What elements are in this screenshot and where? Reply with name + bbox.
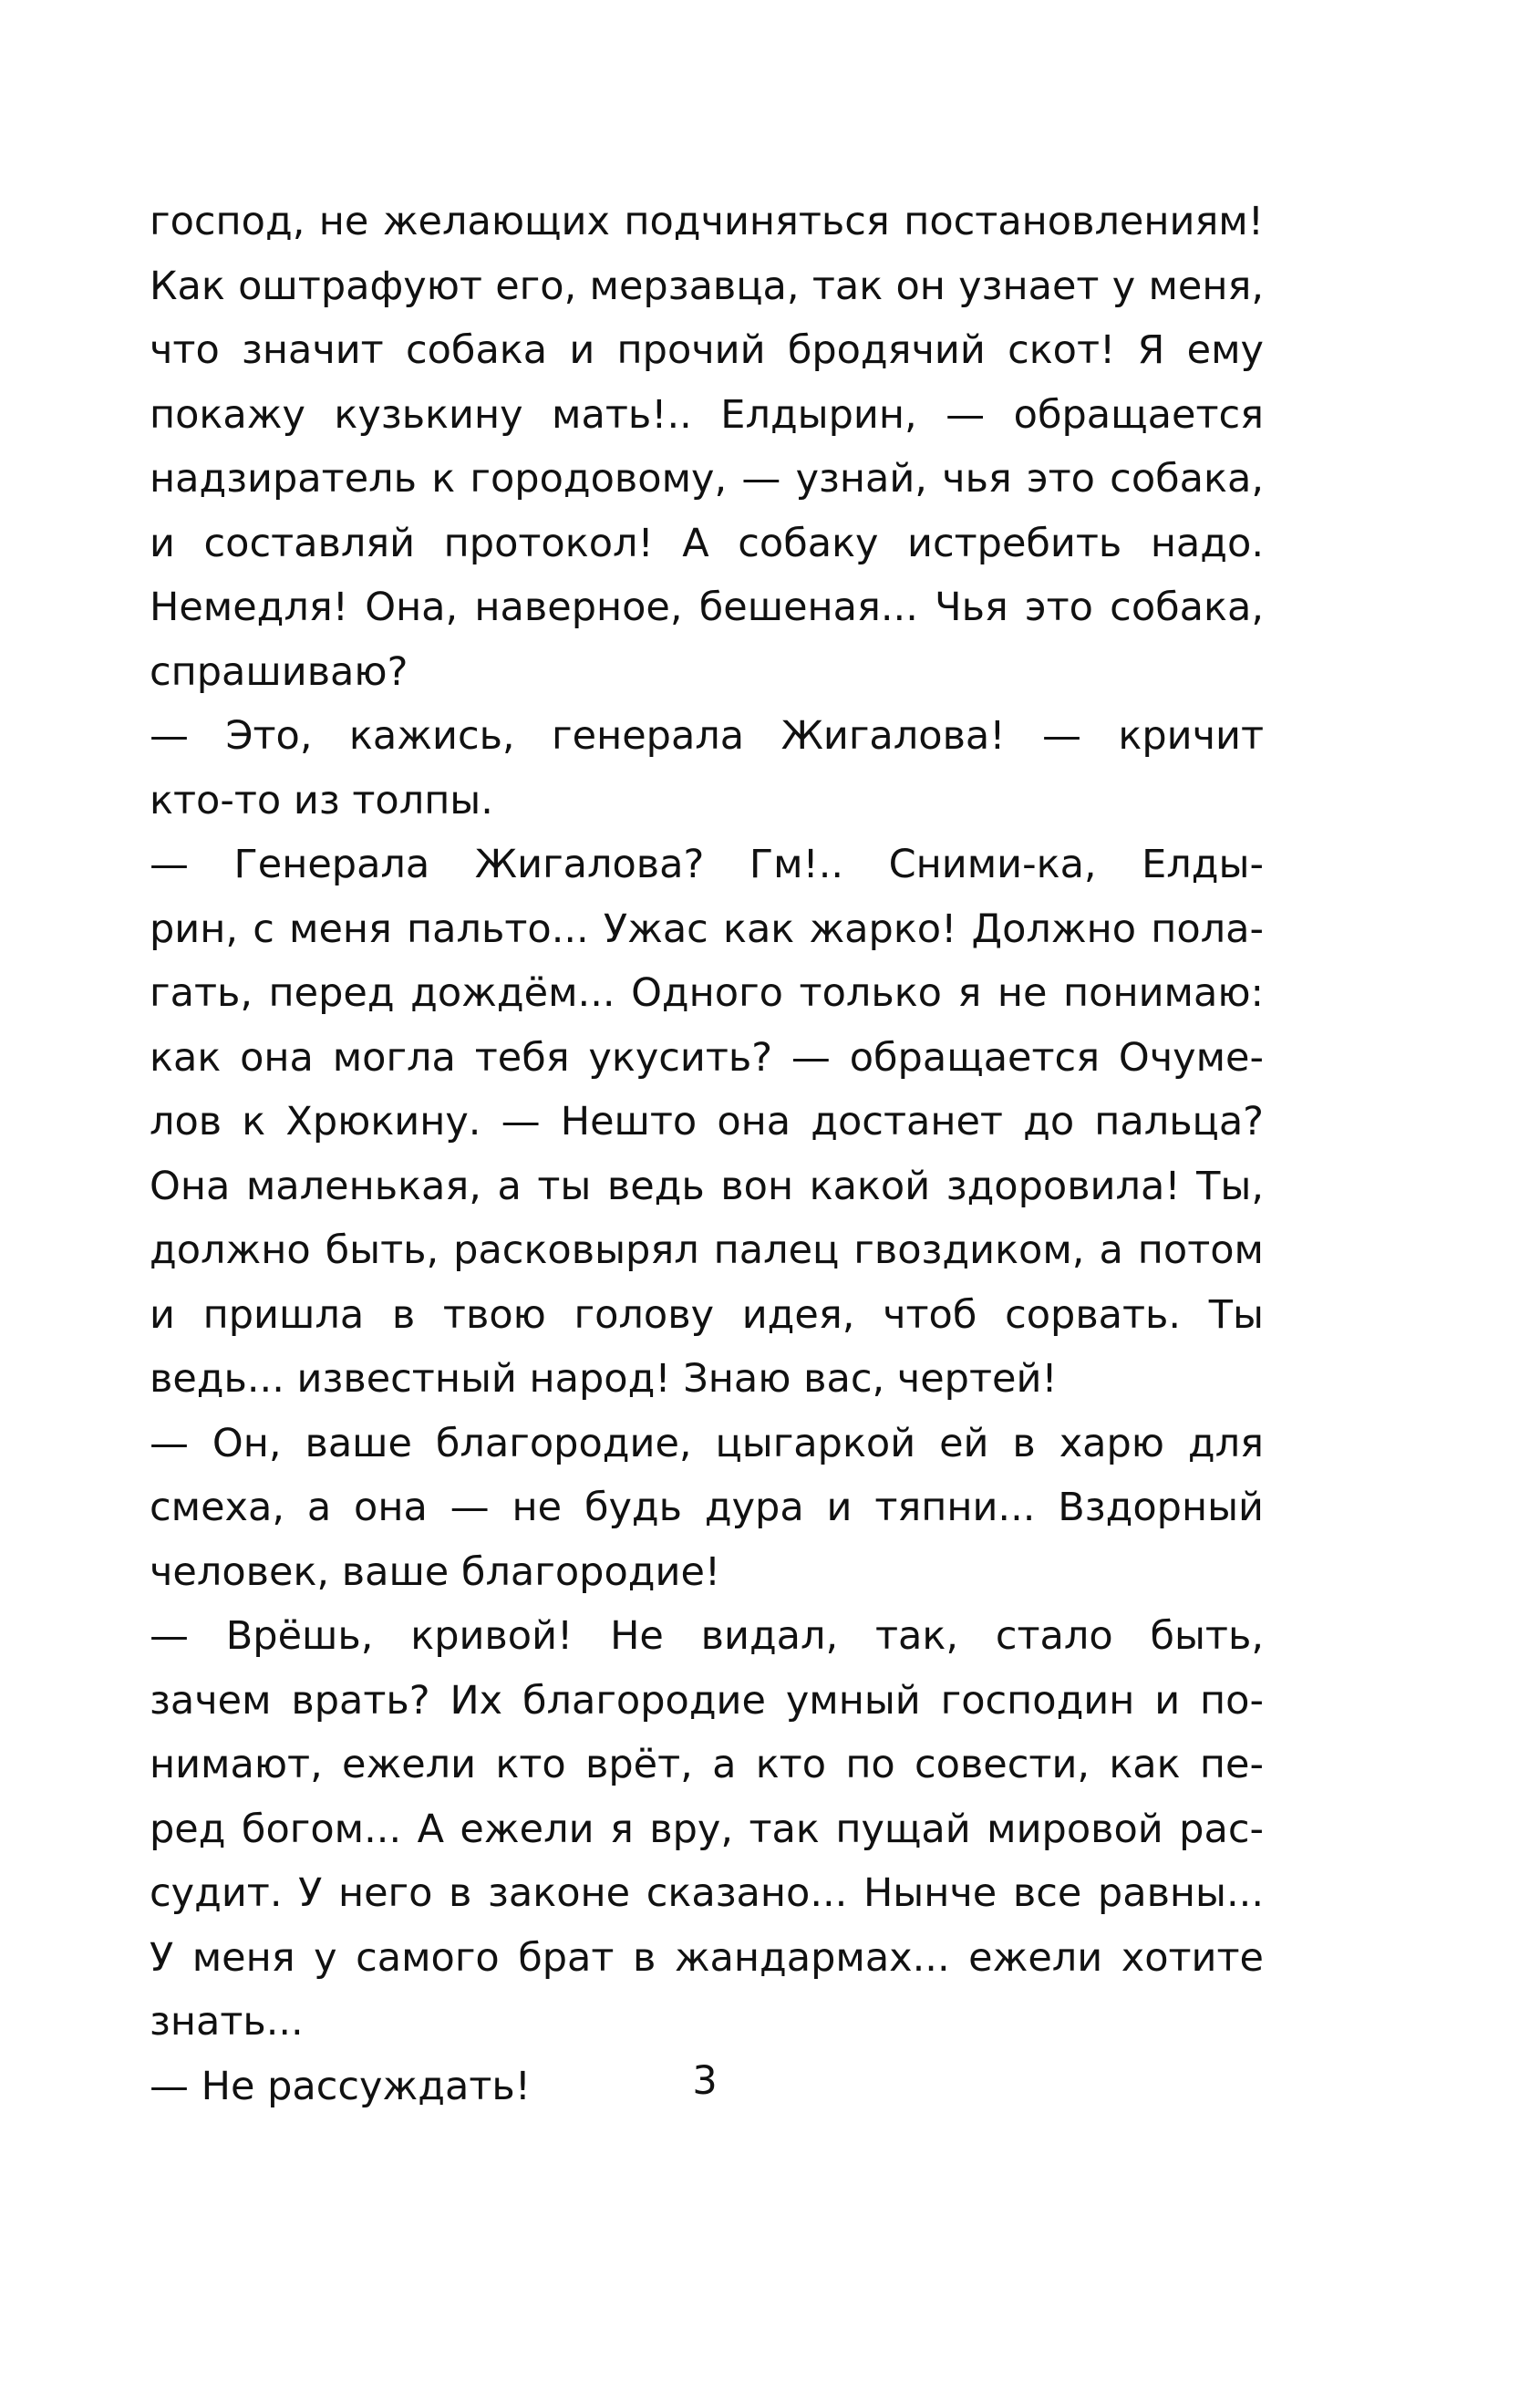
text-line: — Это, кажись, генерала Жигалова! — кричит bbox=[150, 713, 1264, 759]
text-line: судит. У него в законе сказано... Нынче все равны... bbox=[150, 1870, 1264, 1916]
text-line: должно быть, расковырял палец гвоздиком, а потом bbox=[150, 1227, 1264, 1273]
text-line: нимают, ежели кто врёт, а кто по совести, как пе- bbox=[150, 1742, 1264, 1787]
text-line: рин, с меня пальто... Ужас как жарко! Должно пола- bbox=[150, 906, 1264, 952]
text-line: что значит собака и прочий бродячий скот! Я ему bbox=[150, 327, 1264, 373]
text-line: Немедля! Она, наверное, бешеная... Чья это собака, bbox=[150, 585, 1264, 630]
text-line: У меня у самого брат в жандармах... ежели хотите bbox=[150, 1934, 1264, 1981]
text-line: человек, ваше благородие! bbox=[150, 1548, 721, 1595]
text-line: Как оштрафуют его, мерзавца, так он узнает у меня, bbox=[150, 263, 1264, 309]
text-line: ведь... известный народ! Знаю вас, чертей! bbox=[150, 1356, 1058, 1402]
text-line: гать, перед дождём... Одного только я не понимаю: bbox=[150, 970, 1264, 1016]
text-line: — Врёшь, кривой! Не видал, так, стало быть, bbox=[150, 1613, 1264, 1659]
text-line: — Генерала Жигалова? Гм!.. Сними-ка, Елды- bbox=[150, 842, 1264, 887]
text-line: лов к Хрюкину. — Нешто она достанет до пальца? bbox=[150, 1099, 1264, 1144]
text-line: смеха, а она — не будь дура и тяпни... Вздорный bbox=[150, 1485, 1264, 1530]
text-line: как она могла тебя укусить? — обращается Очуме- bbox=[150, 1034, 1264, 1081]
text-line: и пришла в твою голову идея, чтоб сорвать. Ты bbox=[150, 1291, 1264, 1338]
text-line: и составляй протокол! А собаку истребить надо. bbox=[150, 520, 1264, 566]
text-line: надзиратель к городовому, — узнай, чья это собака, bbox=[150, 456, 1264, 502]
text-line: покажу кузькину мать!.. Елдырин, — обращается bbox=[150, 391, 1264, 438]
text-line: кто-то из толпы. bbox=[150, 777, 493, 823]
page-number: 3 bbox=[692, 2058, 718, 2104]
text-line: ред богом... А ежели я вру, так пущай мировой рас- bbox=[150, 1806, 1264, 1852]
text-line: зачем врать? Их благородие умный господин и по- bbox=[150, 1677, 1264, 1724]
text-line: — Не рассуждать! bbox=[150, 2063, 531, 2109]
text-line: — Он, ваше благородие, цыгаркой ей в харю для bbox=[150, 1420, 1264, 1466]
text-line: спрашиваю? bbox=[150, 648, 408, 695]
text-line: Она маленькая, а ты ведь вон какой здоровила! Ты, bbox=[150, 1163, 1264, 1209]
text-line: господ, не желающих подчиняться постановлениям! bbox=[150, 199, 1264, 244]
text-line: знать... bbox=[150, 1999, 304, 2045]
page-text bbox=[150, 190, 1264, 2118]
